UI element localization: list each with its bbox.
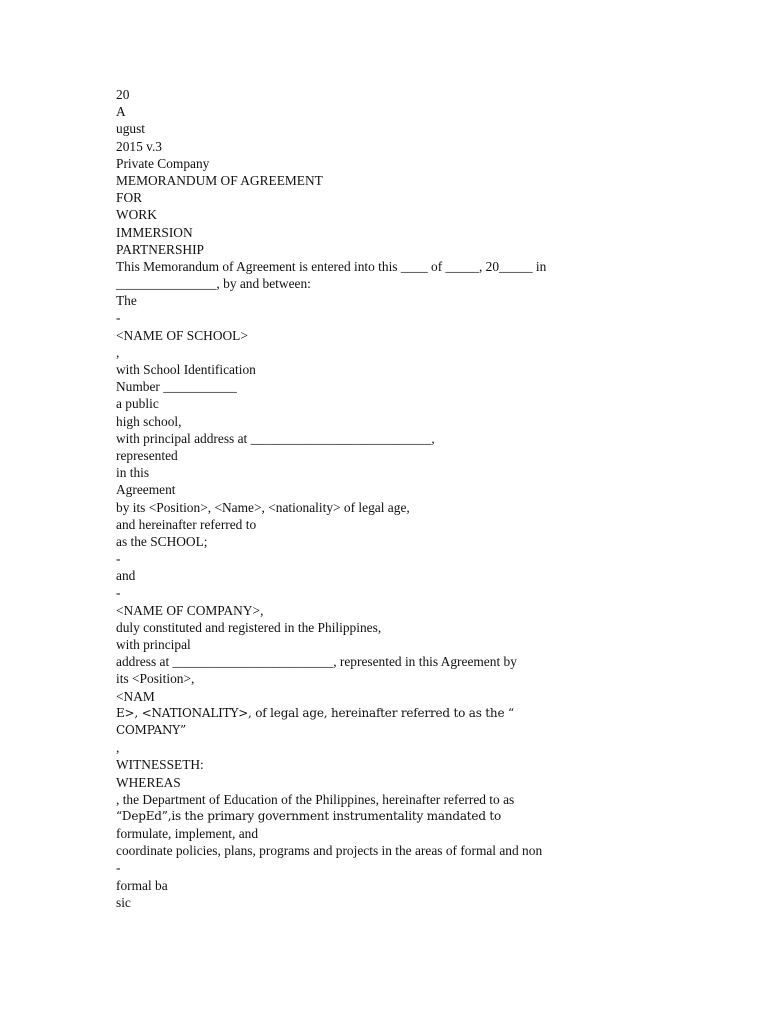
- document-line: Private Company: [116, 155, 210, 171]
- document-body: [116, 86, 716, 911]
- document-line: -: [116, 310, 121, 326]
- document-line: and: [116, 568, 136, 584]
- document-line: formal ba: [116, 877, 168, 893]
- document-line: <NAME OF COMPANY>,: [116, 602, 264, 618]
- document-line: -: [116, 585, 121, 601]
- document-line: high school,: [116, 413, 182, 429]
- document-line: with principal: [116, 637, 191, 652]
- document-line: “DepEd”,is the primary government instrumentality mandated to: [116, 808, 502, 823]
- document-line: FOR: [116, 190, 143, 206]
- document-line: as the SCHOOL;: [116, 533, 208, 549]
- document-line: , the Department of Education of the Philippines, hereinafter referred to as: [116, 791, 515, 807]
- document-line: WORK: [116, 207, 157, 223]
- document-line: in this: [116, 465, 150, 481]
- document-line: MEMORANDUM OF AGREEMENT: [116, 172, 323, 188]
- document-line: COMPANY”: [116, 722, 186, 737]
- document-line: A: [116, 104, 126, 120]
- document-line: 20: [116, 87, 130, 102]
- document-line: with principal address at ___________________________,: [116, 430, 435, 446]
- document-line: Number ___________: [116, 379, 237, 395]
- document-line: ugust: [116, 121, 146, 137]
- document-line: a public: [116, 396, 159, 412]
- document-line: E>, <NATIONALITY>, of legal age, hereinafter referred to as the “: [116, 705, 514, 720]
- document-line: duly constituted and registered in the Philippines,: [116, 619, 382, 635]
- document-line: ,: [116, 344, 120, 360]
- document-line: The: [116, 293, 137, 309]
- document-line: IMMERSION: [116, 224, 193, 240]
- document-line: by its <Position>, <Name>, <nationality> of legal age,: [116, 499, 410, 515]
- document-line: its <Position>,: [116, 671, 195, 687]
- document-line: coordinate policies, plans, programs and projects in the areas of formal and non: [116, 843, 543, 859]
- document-line: <NAM: [116, 688, 155, 704]
- document-line: address at ________________________, represented in this Agreement by: [116, 654, 517, 670]
- document-line: Agreement: [116, 482, 176, 498]
- document-line: sic: [116, 894, 131, 910]
- document-line: WHEREAS: [116, 774, 181, 790]
- document-line: -: [116, 860, 121, 876]
- document-line: -: [116, 551, 121, 567]
- document-line: This Memorandum of Agreement is entered into this ____ of _____, 20_____ in: [116, 258, 547, 274]
- document-line: PARTNERSHIP: [116, 241, 204, 257]
- document-line: represented: [116, 447, 178, 463]
- document-line: ,: [116, 740, 120, 756]
- document-line: <NAME OF SCHOOL>: [116, 327, 248, 343]
- document-line: WITNESSETH:: [116, 757, 204, 773]
- document-line: with School Identification: [116, 362, 256, 377]
- document-line: 2015 v.3: [116, 138, 162, 154]
- document-line: _______________, by and between:: [116, 276, 311, 292]
- document-line: formulate, implement, and: [116, 826, 259, 842]
- document-line: and hereinafter referred to: [116, 516, 257, 532]
